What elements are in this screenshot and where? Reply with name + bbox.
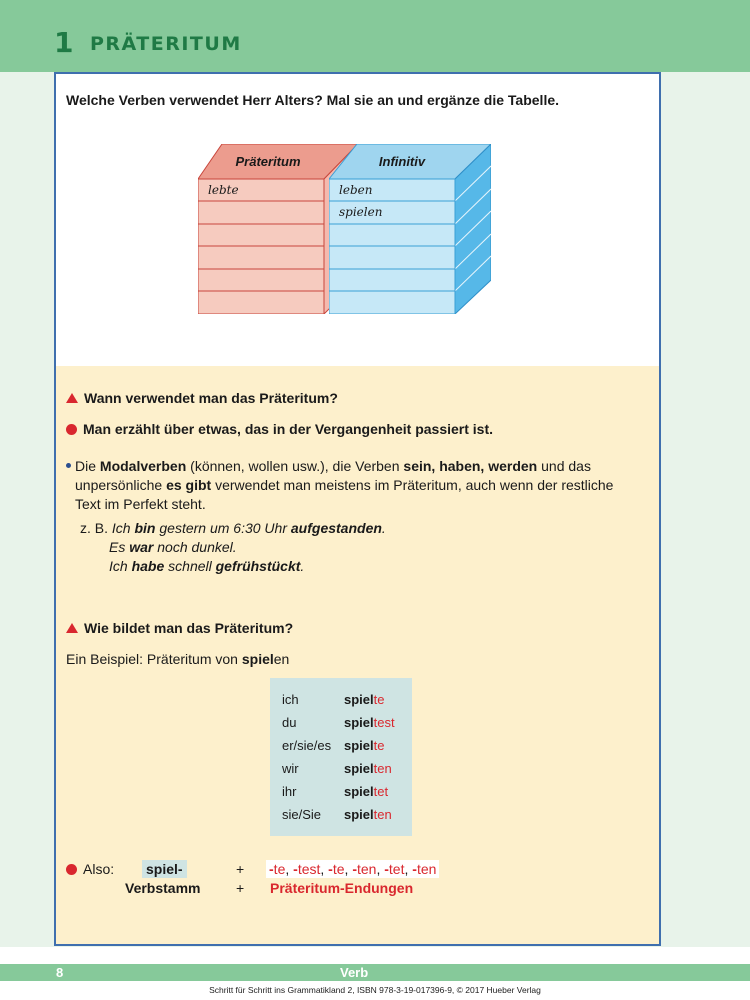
praeteritum-cell-5[interactable] [198,270,324,292]
exercise-card [54,72,661,946]
praeteritum-cell-6[interactable] [198,292,324,314]
usage-note-line-3: Text im Perfekt steht. [75,496,206,512]
infinitiv-cell-4[interactable] [329,247,455,269]
praeteritum-cell-2[interactable] [198,202,324,224]
task-instruction: Welche Verben verwendet Herr Alters? Mal sie an und ergänze die Tabelle. [66,92,560,108]
section-label: Verb [340,965,369,980]
answer-when-text: Man erzählt über etwas, das in der Vergangenheit passiert ist. [83,421,494,437]
chapter-header [0,0,750,72]
page-footer [0,964,750,981]
infinitiv-table [329,144,491,314]
triangle-icon [66,393,78,403]
infinitiv-cell-1[interactable]: leben [339,183,373,197]
example-intro: Ein Beispiel: Präteritum von spielen [66,651,290,667]
red-dot-icon [66,864,77,875]
usage-note-line-1: Die Modalverben (können, wollen usw.), die Verben sein, haben, werden und das [66,457,656,476]
summary-stem-label: Verbstamm [125,880,201,896]
page-number: 8 [56,965,64,980]
red-dot-icon [66,424,77,435]
summary-endings-label: Präteritum-Endungen [270,880,414,896]
praeteritum-cell-1[interactable]: lebte [208,183,239,197]
praeteritum-heading: Präteritum [235,154,301,169]
triangle-icon [66,623,78,633]
example-line-3: Ich habe schnell gefrühstückt. [109,558,305,574]
question-how-text: Wie bildet man das Präteritum? [84,620,294,636]
infinitiv-cell-6[interactable] [329,292,455,314]
chapter-number: 1 [54,26,74,59]
summary-endings: -te, -test, -te, -ten, -tet, -ten [266,861,439,877]
question-how [66,620,293,636]
example-line-1: z. B. Ich bin gestern um 6:30 Uhr aufgestanden. [80,520,386,536]
infinitiv-cell-5[interactable] [329,270,455,292]
usage-note-line-2: unpersönliche es gibt verwendet man meistens im Präteritum, auch wenn der restliche [75,477,614,493]
infinitiv-cell-2[interactable]: spielen [339,205,383,219]
summary-plus-2: + [236,880,245,896]
summary-stem: spiel- [142,861,187,877]
usage-note [66,457,656,514]
question-when-text: Wann verwendet man das Präteritum? [84,390,338,406]
answer-when [66,421,493,437]
example-line-2: Es war noch dunkel. [109,539,237,555]
example-block [80,519,640,576]
praeteritum-cell-4[interactable] [198,247,324,269]
summary-line-1: Also: [66,861,114,877]
infinitiv-heading: Infinitiv [378,154,426,169]
question-when [66,390,338,406]
conjugation-table: ich spielte du spieltest er/sie/es spielte wir spielten ihr spieltet sie/Sie spielten [270,678,412,836]
bullet-icon [66,463,71,468]
praeteritum-cell-3[interactable] [198,225,324,247]
copyright-line: Schritt für Schritt ins Grammatikland 2, ISBN 978-3-19-017396-9, © 2017 Hueber Verlag [209,985,541,995]
chapter-title: PRÄTERITUM [90,33,242,55]
infinitiv-cell-3[interactable] [329,225,455,247]
summary-plus-1: + [236,861,245,877]
